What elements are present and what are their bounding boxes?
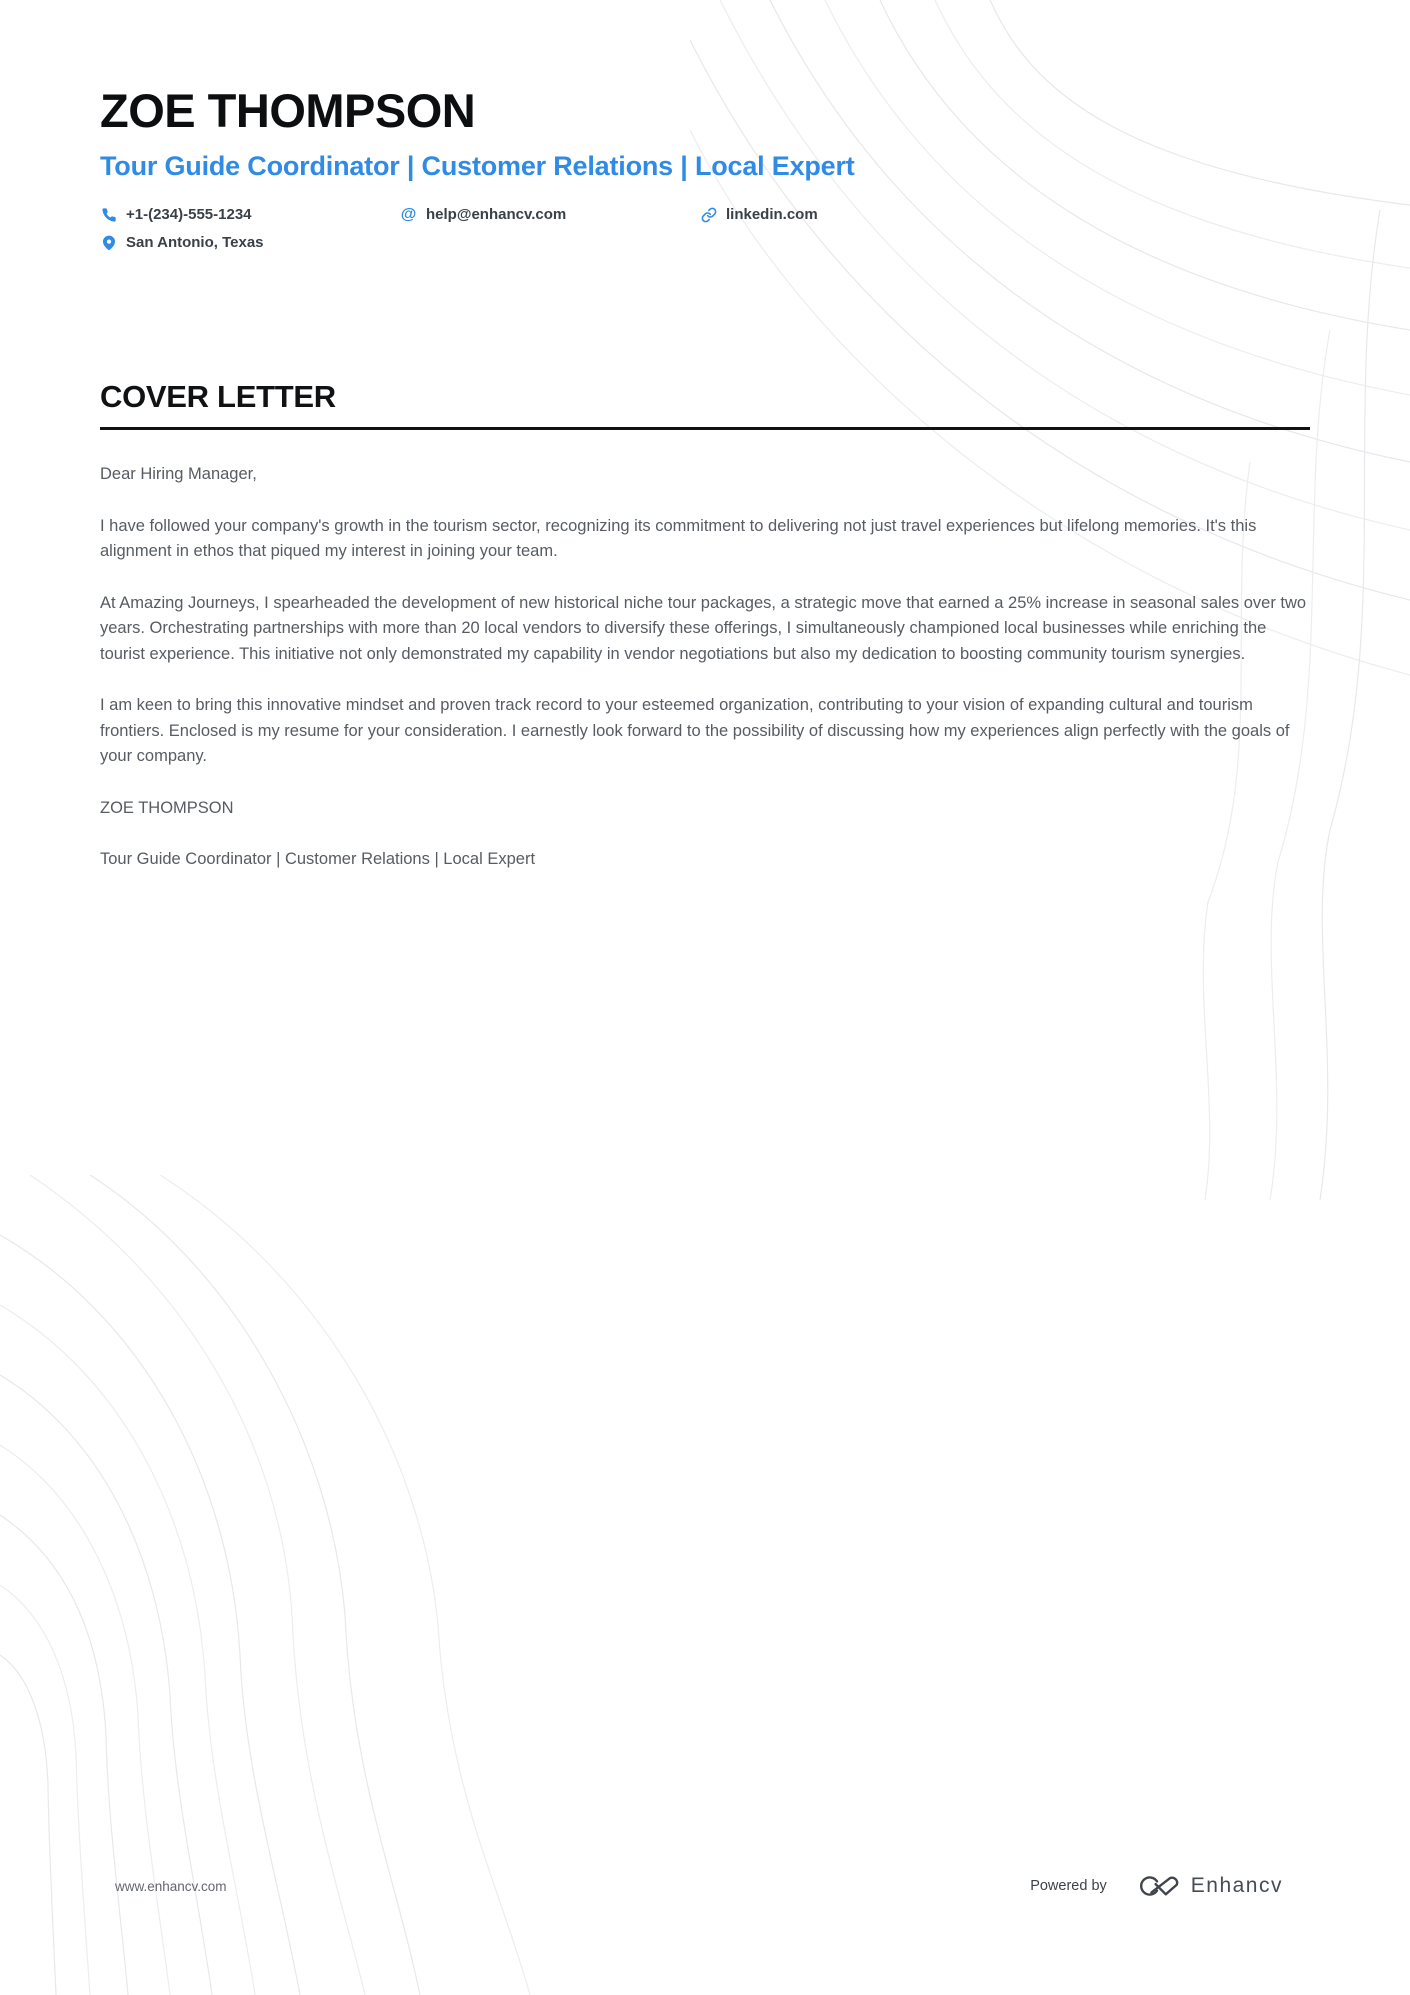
enhancv-wordmark: Enhancv — [1190, 1874, 1283, 1897]
header — [100, 85, 1310, 251]
section-heading-cover-letter: COVER LETTER — [100, 379, 1310, 430]
location-contact — [100, 234, 400, 251]
location-pin-icon — [100, 234, 117, 251]
salutation: Dear Hiring Manager, — [100, 465, 257, 484]
email-address: help@enhancv.com — [426, 206, 567, 224]
email-contact[interactable] — [400, 206, 700, 223]
candidate-job-title: Tour Guide Coordinator | Customer Relations | Local Expert — [100, 150, 855, 181]
phone-icon — [100, 206, 117, 223]
signature-name: ZOE THOMPSON — [100, 798, 234, 817]
linkedin-url: linkedin.com — [726, 206, 818, 224]
paragraph-3: I am keen to bring this innovative mindset and proven track record to your esteemed organization, contributing to your vision of expanding cultural and tourism frontiers. Enclosed is my resume for your consideration. I earnestly look forward to the possibility of discussing how my experiences align perfectly with the goals of your company. — [100, 696, 1290, 766]
powered-by-label: Powered by — [1030, 1878, 1107, 1894]
contact-info — [100, 206, 1310, 251]
enhancv-brand — [1133, 1872, 1283, 1900]
linkedin-contact[interactable] — [700, 206, 1310, 223]
footer — [0, 1872, 1410, 1900]
signature-title: Tour Guide Coordinator | Customer Relations | Local Expert — [100, 850, 536, 869]
letter-body — [100, 462, 1310, 873]
footer-website-url[interactable]: www.enhancv.com — [115, 1878, 227, 1894]
phone-number: +1-(234)-555-1234 — [126, 206, 252, 224]
powered-by-block[interactable] — [1030, 1872, 1283, 1900]
paragraph-1: I have followed your company's growth in the tourism sector, recognizing its commitment to delivering not just travel experiences but lifelong memories. It's this alignment in ethos that piqued my interest in joining your team. — [100, 516, 1257, 561]
phone-contact[interactable] — [100, 206, 400, 223]
enhancv-logo-icon — [1133, 1872, 1181, 1900]
candidate-name: ZOE THOMPSON — [100, 84, 476, 137]
document-content — [0, 0, 1410, 873]
location-text: San Antonio, Texas — [126, 234, 264, 252]
at-sign-icon: @ — [400, 205, 417, 223]
paragraph-2: At Amazing Journeys, I spearheaded the development of new historical niche tour packages, a strategic move that earned a 25% increase in seasonal sales over two years. Orchestrating partnerships with more than 20 local vendors to diversify these offerings, I simultaneously championed local businesses while enriching the tourist experience. This initiative not only demonstrated my capability in vendor negotiations but also my dedication to boosting community tourism synergies. — [100, 593, 1307, 663]
link-icon — [700, 206, 717, 223]
